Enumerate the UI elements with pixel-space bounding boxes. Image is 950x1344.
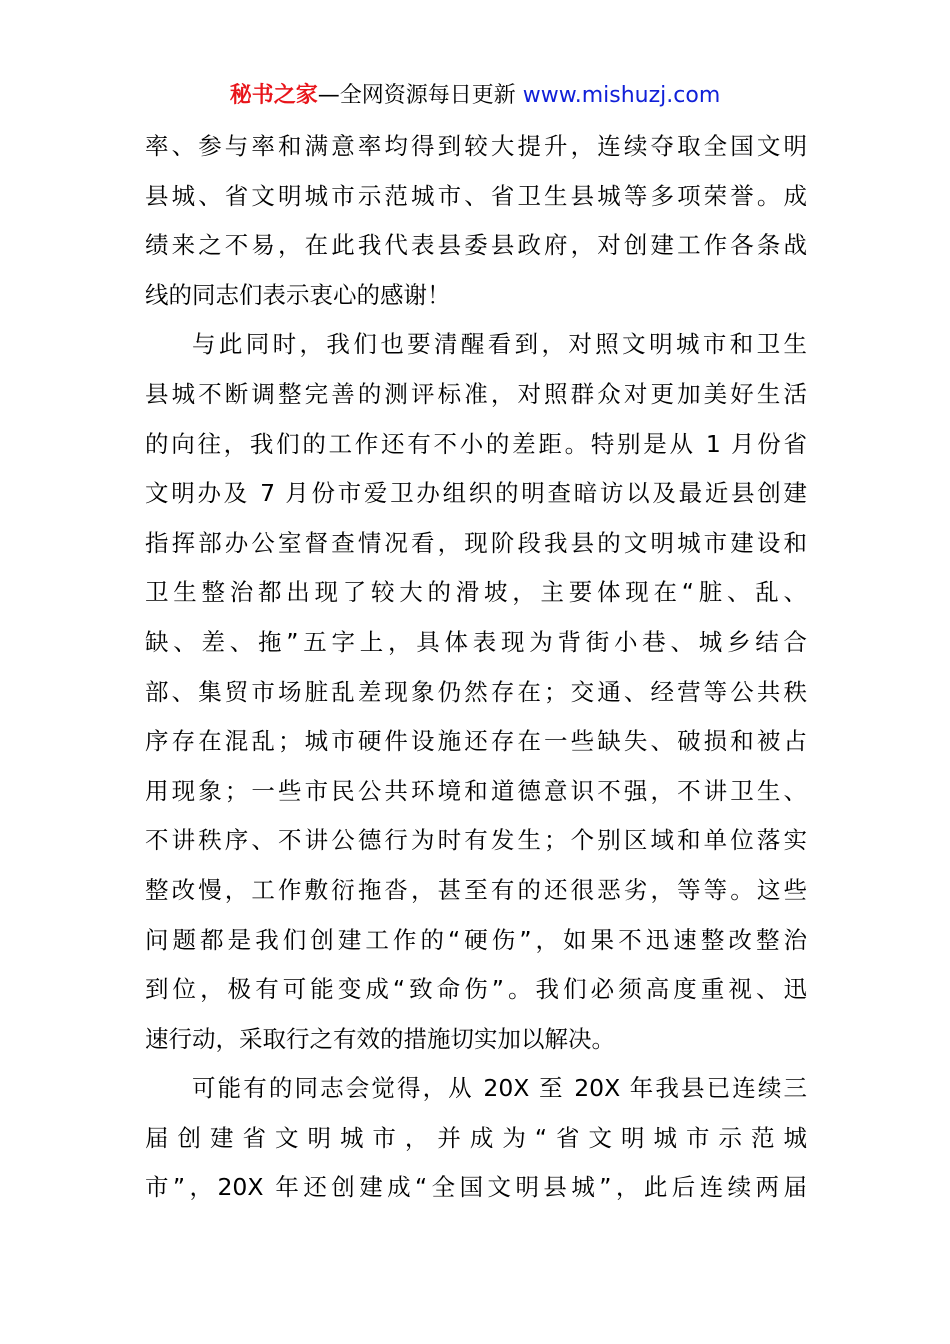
text-line: 用现象；一些市民公共环境和道德意识不强，不讲卫生、	[145, 776, 807, 805]
text-line: 绩来之不易，在此我代表县委县政府，对创建工作各条战	[145, 231, 807, 260]
text-line: 率、参与率和满意率均得到较大提升，连续夺取全国文明	[145, 132, 807, 160]
text-line: 指挥部办公室督查情况看，现阶段我县的文明城市建设和	[145, 528, 807, 557]
text-line: 届创建省文明城市，并成为“省文明城市示范城	[145, 1123, 807, 1152]
text-line: 县城、省文明城市示范城市、省卫生县城等多项荣誉。成	[145, 181, 807, 210]
text-line: 缺、差、拖”五字上，具体表现为背街小巷、城乡结合	[145, 627, 807, 656]
text-line: 部、集贸市场脏乱差现象仍然存在；交通、经营等公共秩	[145, 677, 807, 706]
document-body	[145, 122, 807, 1213]
text-line: 序存在混乱；城市硬件设施还存在一些缺失、破损和被占	[145, 727, 807, 756]
text-line: 线的同志们表示衷心的感谢！	[145, 280, 451, 309]
text-line: 可能有的同志会觉得，从 20X 至 20X 年我县已连续三	[192, 1074, 807, 1103]
site-brand: 秘书之家	[229, 83, 318, 108]
site-url-link[interactable]: www.mishuzj.com	[522, 83, 721, 108]
site-header	[0, 80, 950, 112]
text-line: 到位，极有可能变成“致命伤”。我们必须高度重视、迅	[145, 975, 807, 1004]
paragraph	[145, 320, 807, 1064]
text-line: 市”，20X 年还创建成“全国文明县城”，此后连续两届	[145, 1173, 807, 1202]
text-line: 整改慢，工作敷衍拖沓，甚至有的还很恶劣，等等。这些	[145, 875, 807, 904]
text-line: 的向往，我们的工作还有不小的差距。特别是从 1 月份省	[145, 429, 807, 458]
text-line: 速行动，采取行之有效的措施切实加以解决。	[145, 1024, 615, 1053]
text-line: 问题都是我们创建工作的“硬伤”，如果不迅速整改整治	[145, 925, 807, 954]
paragraph	[145, 1064, 807, 1213]
text-line: 与此同时，我们也要清醒看到，对照文明城市和卫生	[192, 330, 807, 359]
paragraph	[145, 122, 807, 320]
text-line: 县城不断调整完善的测评标准，对照群众对更加美好生活	[145, 379, 807, 408]
text-line: 文明办及 7 月份市爱卫办组织的明查暗访以及最近县创建	[145, 479, 807, 508]
text-line: 卫生整治都出现了较大的滑坡，主要体现在“脏、乱、	[145, 578, 807, 607]
site-tagline: —全网资源每日更新	[317, 83, 523, 108]
text-line: 不讲秩序、不讲公德行为时有发生；个别区域和单位落实	[145, 826, 807, 855]
